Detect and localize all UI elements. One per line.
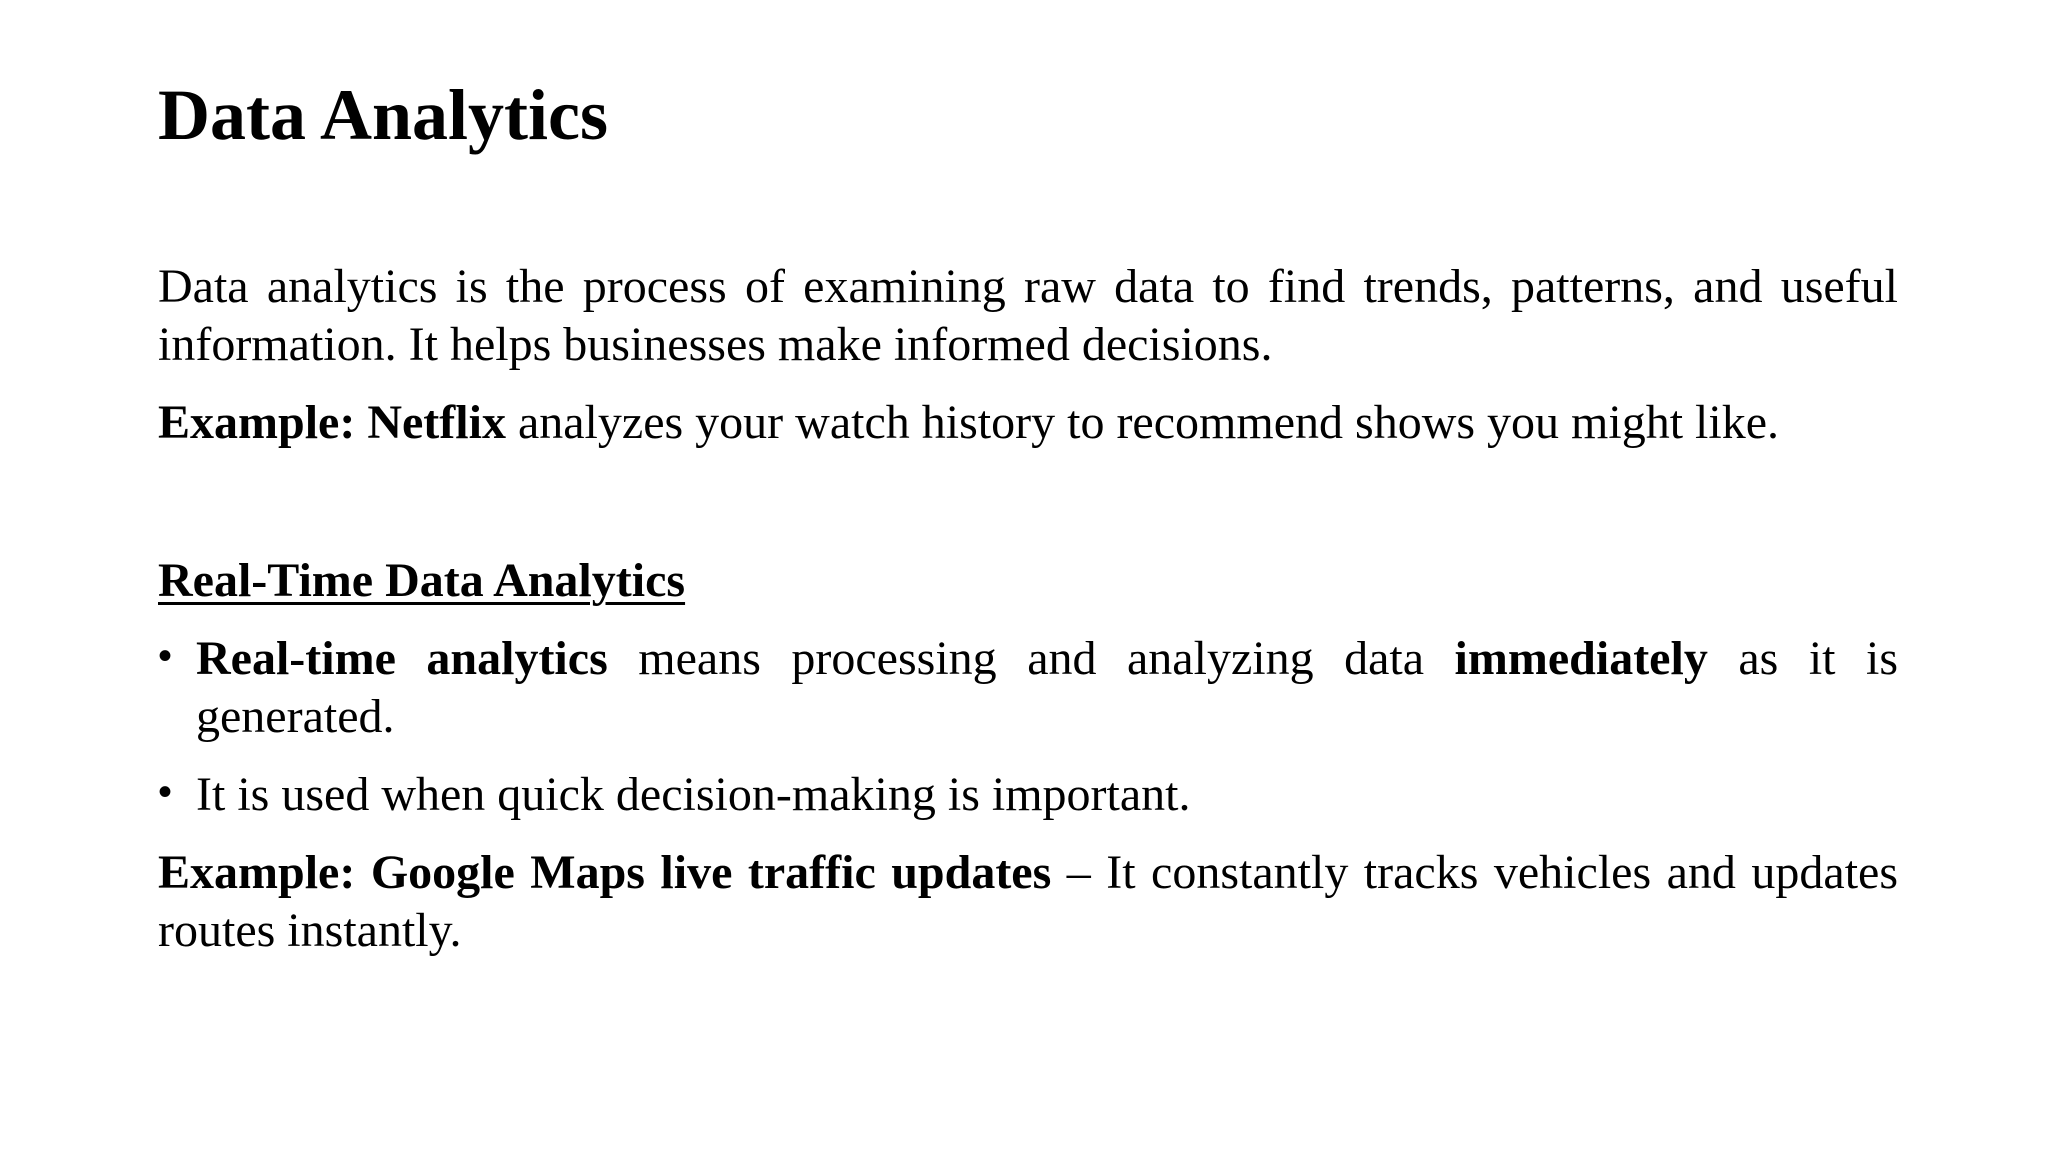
- slide-title: Data Analytics: [158, 75, 608, 155]
- example-label: Example:: [158, 846, 356, 899]
- bullet-bold-middle: immediately: [1454, 632, 1708, 685]
- intro-text: Data analytics is the process of examining raw data to find trends, patterns, and useful information. It helps businesses make informed decisions.: [158, 260, 1898, 371]
- intro-paragraph: [158, 258, 1898, 374]
- bullet-icon: •: [158, 634, 173, 678]
- bullet-list: [158, 630, 1898, 824]
- section-heading: Real-Time Data Analytics: [158, 554, 686, 607]
- bullet-middle-text: means processing and analyzing data: [607, 632, 1455, 685]
- bullet-end-text: as it is generated.: [196, 632, 1899, 743]
- example-text: analyzes your watch history to recommend shows you might like.: [505, 396, 1780, 449]
- netflix-example: [158, 394, 1898, 452]
- slide-content: [158, 258, 1898, 980]
- bullet-text: It is used when quick decision-making is important.: [196, 768, 1191, 821]
- bullet-item: [158, 766, 1898, 824]
- section-spacer: [158, 452, 1898, 552]
- bullet-bold-start: Real-time analytics: [196, 632, 608, 685]
- example-text: – It constantly tracks vehicles and updates routes instantly.: [158, 846, 1899, 957]
- google-maps-example: [158, 844, 1898, 960]
- example-label: Example:: [158, 396, 356, 449]
- bullet-icon: •: [158, 770, 173, 814]
- example-subject: Netflix: [367, 396, 506, 449]
- example-subject: Google Maps live traffic updates: [370, 846, 1052, 899]
- bullet-item: [158, 630, 1898, 746]
